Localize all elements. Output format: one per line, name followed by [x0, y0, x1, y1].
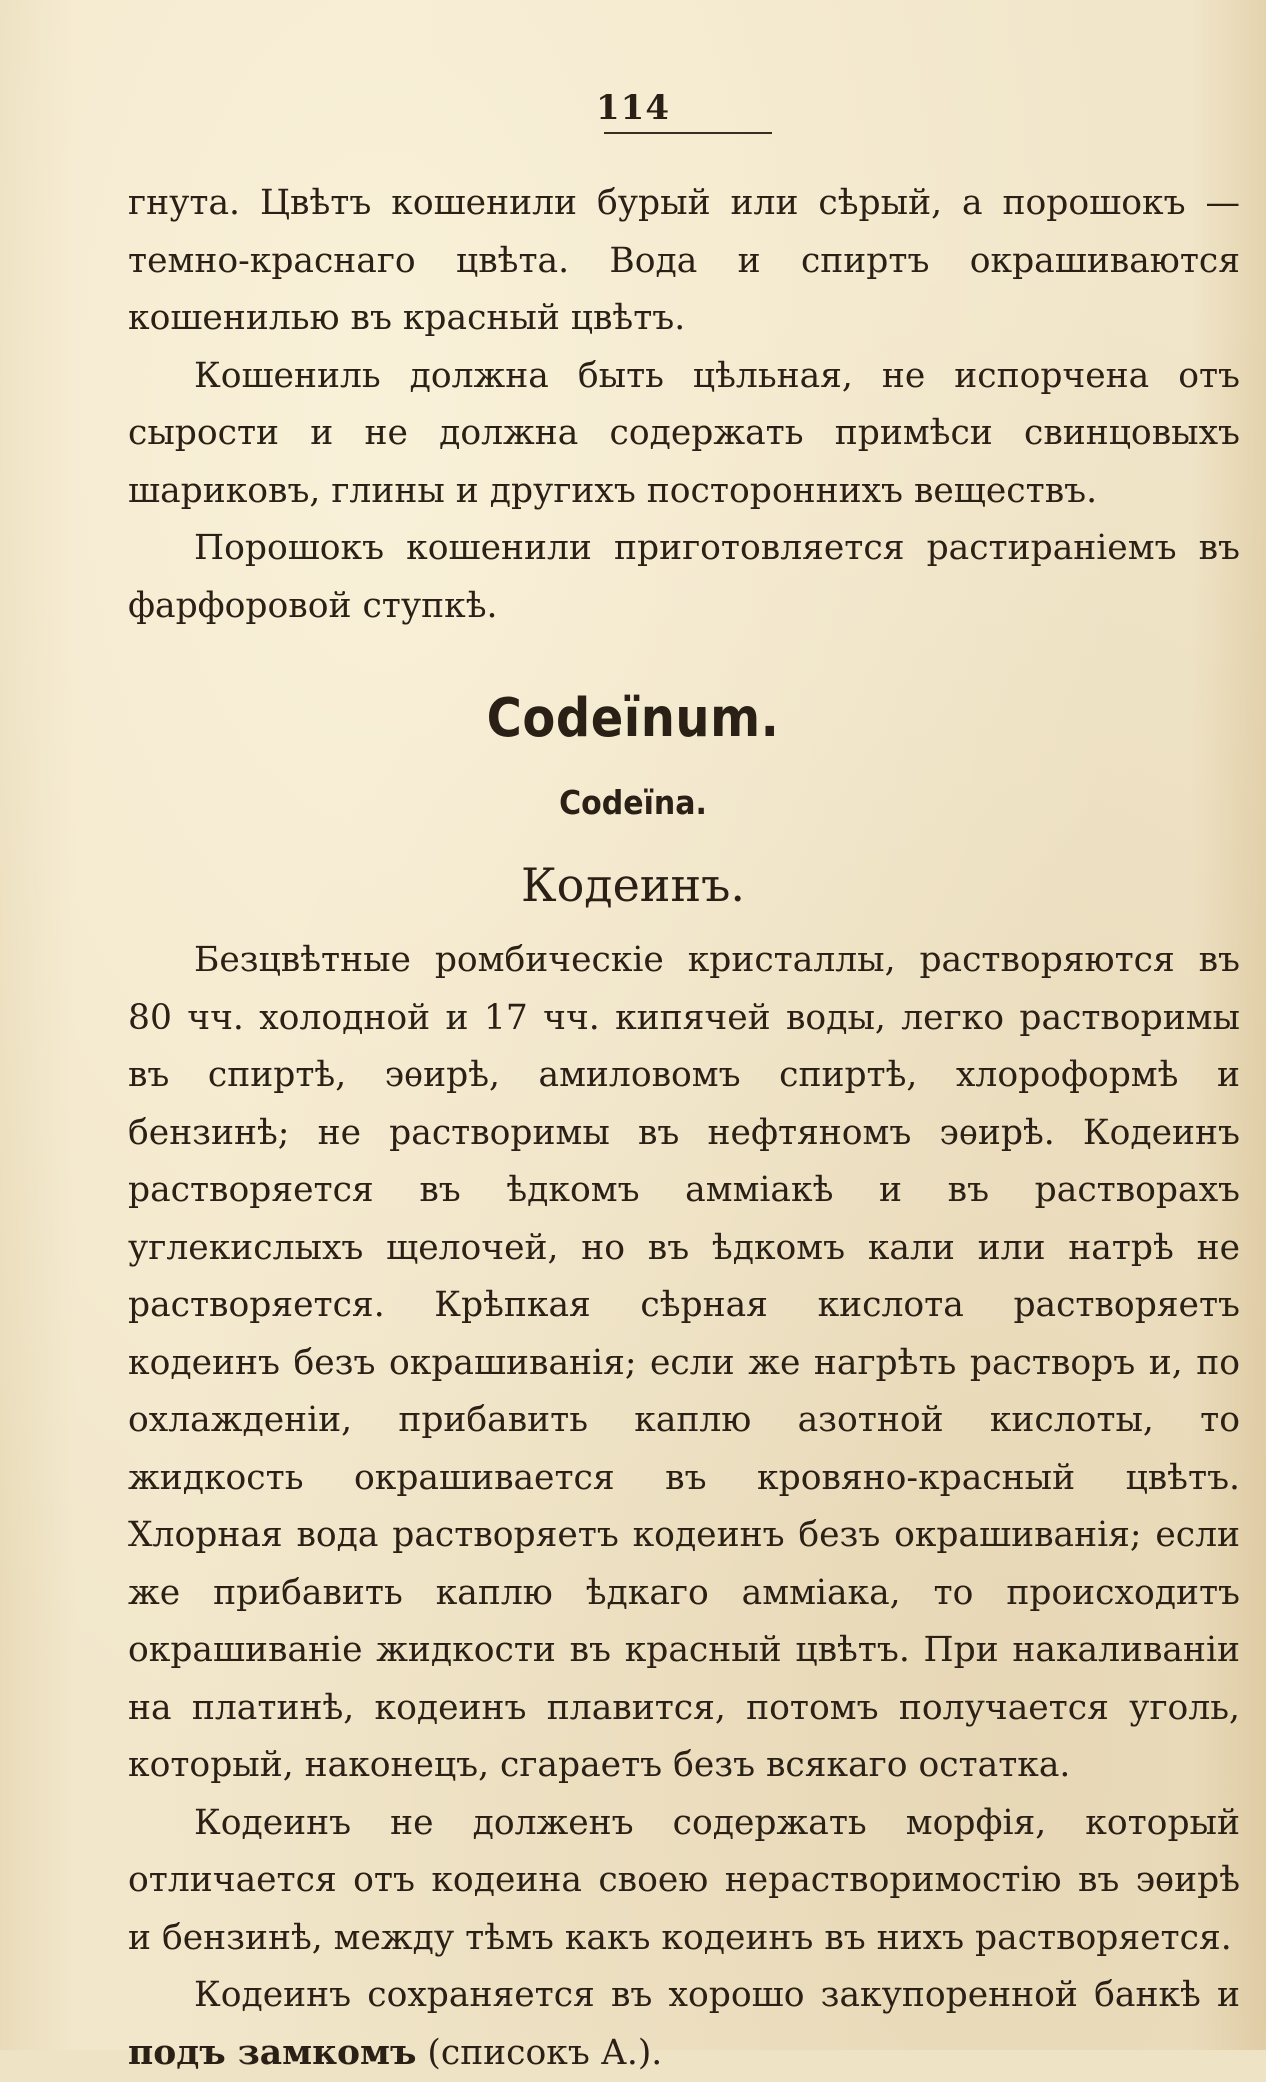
page-number: 114 [596, 88, 670, 128]
heading-russian: Кодеинъ. [520, 858, 746, 912]
paragraph-cochineal-quality: Кошениль должна быть цѣльная, не испорчена отъ сырости и не должна содержать примѣси свинцовыхъ шариковъ, глины и другихъ постороннихъ веществъ. [128, 355, 1240, 511]
continued-text-block [128, 175, 1240, 635]
header-rule [604, 132, 772, 134]
paragraph-codeine-properties: Безцвѣтные ромбическiе кристаллы, растворяются въ 80 чч. холодной и 17 чч. кипячей воды, легко растворимы въ спиртѣ, эѳирѣ, амиловомъ спиртѣ, хлороформѣ и бензинѣ; не растворимы въ нефтяномъ эѳирѣ. Кодеинъ растворяется въ ѣдкомъ аммiакѣ и въ растворахъ углекислыхъ щелочей, но въ ѣдкомъ кали или натрѣ не растворяется. Крѣпкая сѣрная кислота растворяетъ кодеинъ безъ окрашиванiя; если же нагрѣть растворъ и, по охлажденiи, прибавить каплю азотной кислоты, то жидкость окрашивается въ кровяно-красный цвѣтъ. Хлорная вода растворяетъ кодеинъ безъ окрашиванiя; если же прибавить каплю ѣдкаго аммiака, то происходитъ окрашиванiе жидкости въ красный цвѣтъ. При накаливанiи на платинѣ, кодеинъ плавится, потомъ получается уголь, который, наконецъ, сгараетъ безъ всякаго остатка. [128, 940, 1240, 1785]
storage-list-reference: (списокъ А.). [427, 2032, 663, 2073]
codeine-text-block [128, 932, 1240, 2082]
paragraph-cochineal-powder: Порошокъ кошенили приготовляется растиранiемъ въ фарфоровой ступкѣ. [128, 528, 1240, 626]
heading-latin: Codeïnum. [486, 686, 780, 750]
heading-latin-alt: Codeïna. [559, 784, 707, 823]
paragraph-codeine-storage [128, 1967, 1240, 2082]
storage-bold-text: подъ замкомъ [128, 2032, 417, 2073]
paragraph-cochineal-color: гнута. Цвѣтъ кошенили бурый или сѣрый, а порошокъ — темно-краснаго цвѣта. Вода и спиртъ окрашиваются кошенилью въ красный цвѣтъ. [128, 183, 1240, 338]
paragraph-codeine-morphine: Кодеинъ не долженъ содержать морфiя, который отличается отъ кодеина своею нерастворимостiю въ эѳирѣ и бензинѣ, между тѣмъ какъ кодеинъ въ нихъ растворяется. [128, 1802, 1240, 1958]
storage-text: Кодеинъ сохраняется въ хорошо закупоренной банкѣ и [194, 1975, 1240, 2015]
